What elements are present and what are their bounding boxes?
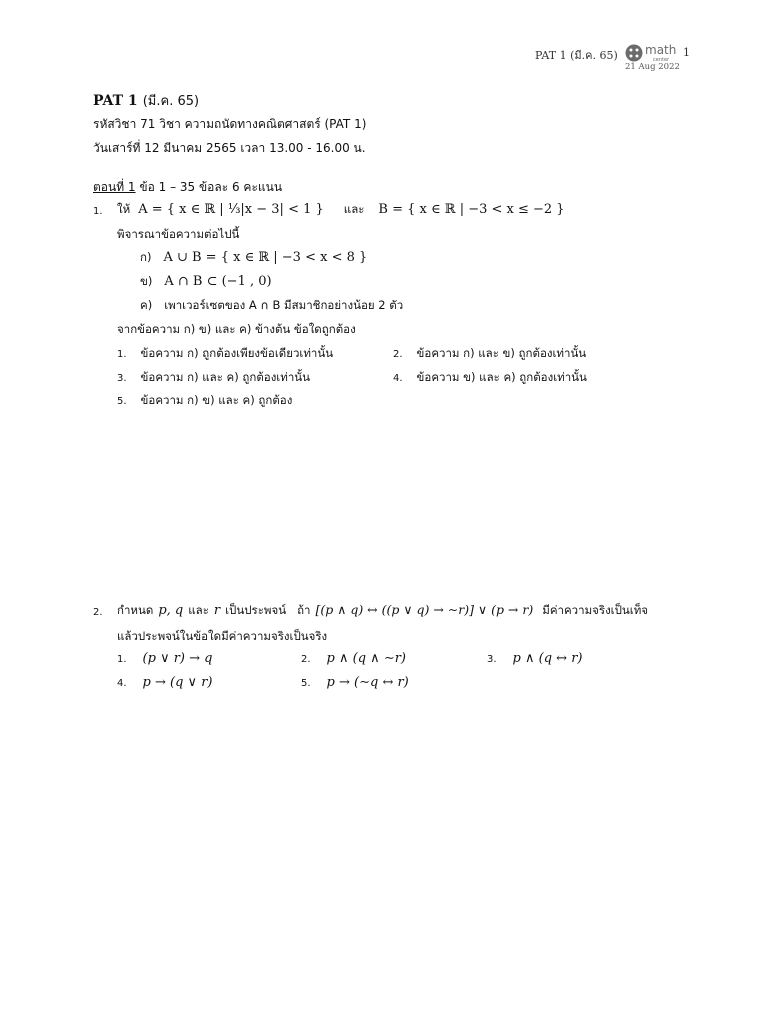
subject-line: รหัสวิชา 71 วิชา ความถนัดทางคณิตศาสตร์ (PAT 1) bbox=[93, 117, 367, 131]
q1-choice-1 bbox=[117, 345, 333, 363]
choice-text: (p ∨ r) → q bbox=[142, 651, 213, 666]
statement-label: ก) bbox=[140, 250, 152, 264]
page-number: 1 bbox=[683, 46, 690, 59]
q2-question: แล้วประพจน์ในข้อใดมีค่าความจริงเป็นจริง bbox=[117, 629, 328, 643]
q2-choice-5 bbox=[301, 675, 409, 690]
q1-consider: พิจารณาข้อความต่อไปนี้ bbox=[117, 227, 240, 241]
q2-if: ถ้า bbox=[297, 603, 311, 617]
time-line: วันเสาร์ที่ 12 มีนาคม 2565 เวลา 13.00 - 16.00 น. bbox=[93, 141, 366, 155]
choice-text: ข้อความ ก) ข) และ ค) ถูกต้อง bbox=[140, 393, 293, 407]
q1-set-a: A = { x ∈ ℝ | ⅓|x − 3| < 1 } bbox=[138, 202, 324, 217]
svg-text:center: center bbox=[653, 57, 670, 63]
choice-number: 1. bbox=[117, 349, 127, 360]
choice-number: 1. bbox=[117, 654, 127, 665]
exam-date: (มี.ค. 65) bbox=[142, 94, 200, 109]
q1-question: จากข้อความ ก) ข) และ ค) ข้างต้น ข้อใดถูกต้อง bbox=[117, 322, 356, 336]
choice-text: p → (q ∨ r) bbox=[142, 675, 213, 690]
svg-text:math: math bbox=[645, 43, 677, 57]
section-heading bbox=[93, 178, 282, 197]
q2-choice-2 bbox=[301, 651, 406, 666]
q2-stem bbox=[117, 602, 648, 620]
choice-text: p → (∼q ↔ r) bbox=[326, 675, 409, 690]
q2-is-prop: เป็นประพจน์ bbox=[225, 603, 287, 617]
q1-choice-4 bbox=[393, 369, 587, 387]
q2-intro: กำหนด bbox=[117, 603, 154, 617]
q2-var-r: r bbox=[213, 603, 221, 618]
choice-number: 5. bbox=[301, 678, 311, 689]
q2-vars: p, q bbox=[158, 603, 184, 618]
section-label: ตอนที่ 1 bbox=[93, 180, 136, 194]
choice-number: 4. bbox=[117, 678, 127, 689]
choice-text: ข้อความ ก) และ ค) ถูกต้องเท่านั้น bbox=[140, 370, 310, 384]
q2-number: 2. bbox=[93, 607, 103, 618]
choice-number: 3. bbox=[117, 373, 127, 384]
choice-number: 2. bbox=[393, 349, 403, 360]
q1-given: ให้ bbox=[117, 202, 131, 216]
q1-choice-2 bbox=[393, 345, 586, 363]
statement-text: A ∩ B ⊂ (−1 , 0) bbox=[164, 274, 272, 289]
choice-text: p ∧ (q ∧ ∼r) bbox=[326, 651, 407, 666]
q1-stem bbox=[117, 201, 565, 219]
choice-number: 5. bbox=[117, 396, 127, 407]
math-center-logo bbox=[624, 43, 686, 63]
section-desc: ข้อ 1 – 35 ข้อละ 6 คะแนน bbox=[139, 180, 283, 194]
q2-and: และ bbox=[188, 603, 209, 617]
choice-text: ข้อความ ก) ถูกต้องเพียงข้อเดียวเท่านั้น bbox=[140, 346, 334, 360]
exam-name: PAT 1 bbox=[93, 93, 138, 109]
choice-text: ข้อความ ข) และ ค) ถูกต้องเท่านั้น bbox=[416, 370, 587, 384]
header-doc-tag: PAT 1 (มี.ค. 65) bbox=[535, 49, 618, 62]
header-date: 21 Aug 2022 bbox=[625, 62, 680, 72]
choice-text: ข้อความ ก) และ ข) ถูกต้องเท่านั้น bbox=[416, 346, 587, 360]
q1-set-b: B = { x ∈ ℝ | −3 < x ≤ −2 } bbox=[378, 202, 565, 217]
choice-number: 3. bbox=[487, 654, 497, 665]
exam-title bbox=[93, 90, 199, 111]
q2-truth-false: มีค่าความจริงเป็นเท็จ bbox=[542, 603, 649, 617]
q2-choice-1 bbox=[117, 651, 213, 666]
choice-number: 2. bbox=[301, 654, 311, 665]
q1-number: 1. bbox=[93, 206, 103, 217]
q1-choice-3 bbox=[117, 369, 310, 387]
choice-number: 4. bbox=[393, 373, 403, 384]
q2-choice-4 bbox=[117, 675, 213, 690]
q1-and: และ bbox=[343, 202, 365, 216]
q2-choice-3 bbox=[487, 651, 583, 666]
q1-statement-a bbox=[140, 249, 367, 267]
q1-statement-c bbox=[140, 297, 403, 315]
statement-label: ค) bbox=[140, 298, 153, 312]
q1-statement-b bbox=[140, 273, 272, 291]
statement-text: เพาเวอร์เซตของ A ∩ B มีสมาชิกอย่างน้อย 2 ตัว bbox=[164, 298, 404, 312]
q1-choice-5 bbox=[117, 392, 292, 410]
statement-label: ข) bbox=[140, 274, 153, 288]
q2-expression: [(p ∧ q) ↔ ((p ∨ q) → ∼r)] ∨ (p → r) bbox=[315, 602, 534, 617]
statement-text: A ∪ B = { x ∈ ℝ | −3 < x < 8 } bbox=[163, 250, 368, 265]
choice-text: p ∧ (q ↔ r) bbox=[512, 651, 583, 666]
